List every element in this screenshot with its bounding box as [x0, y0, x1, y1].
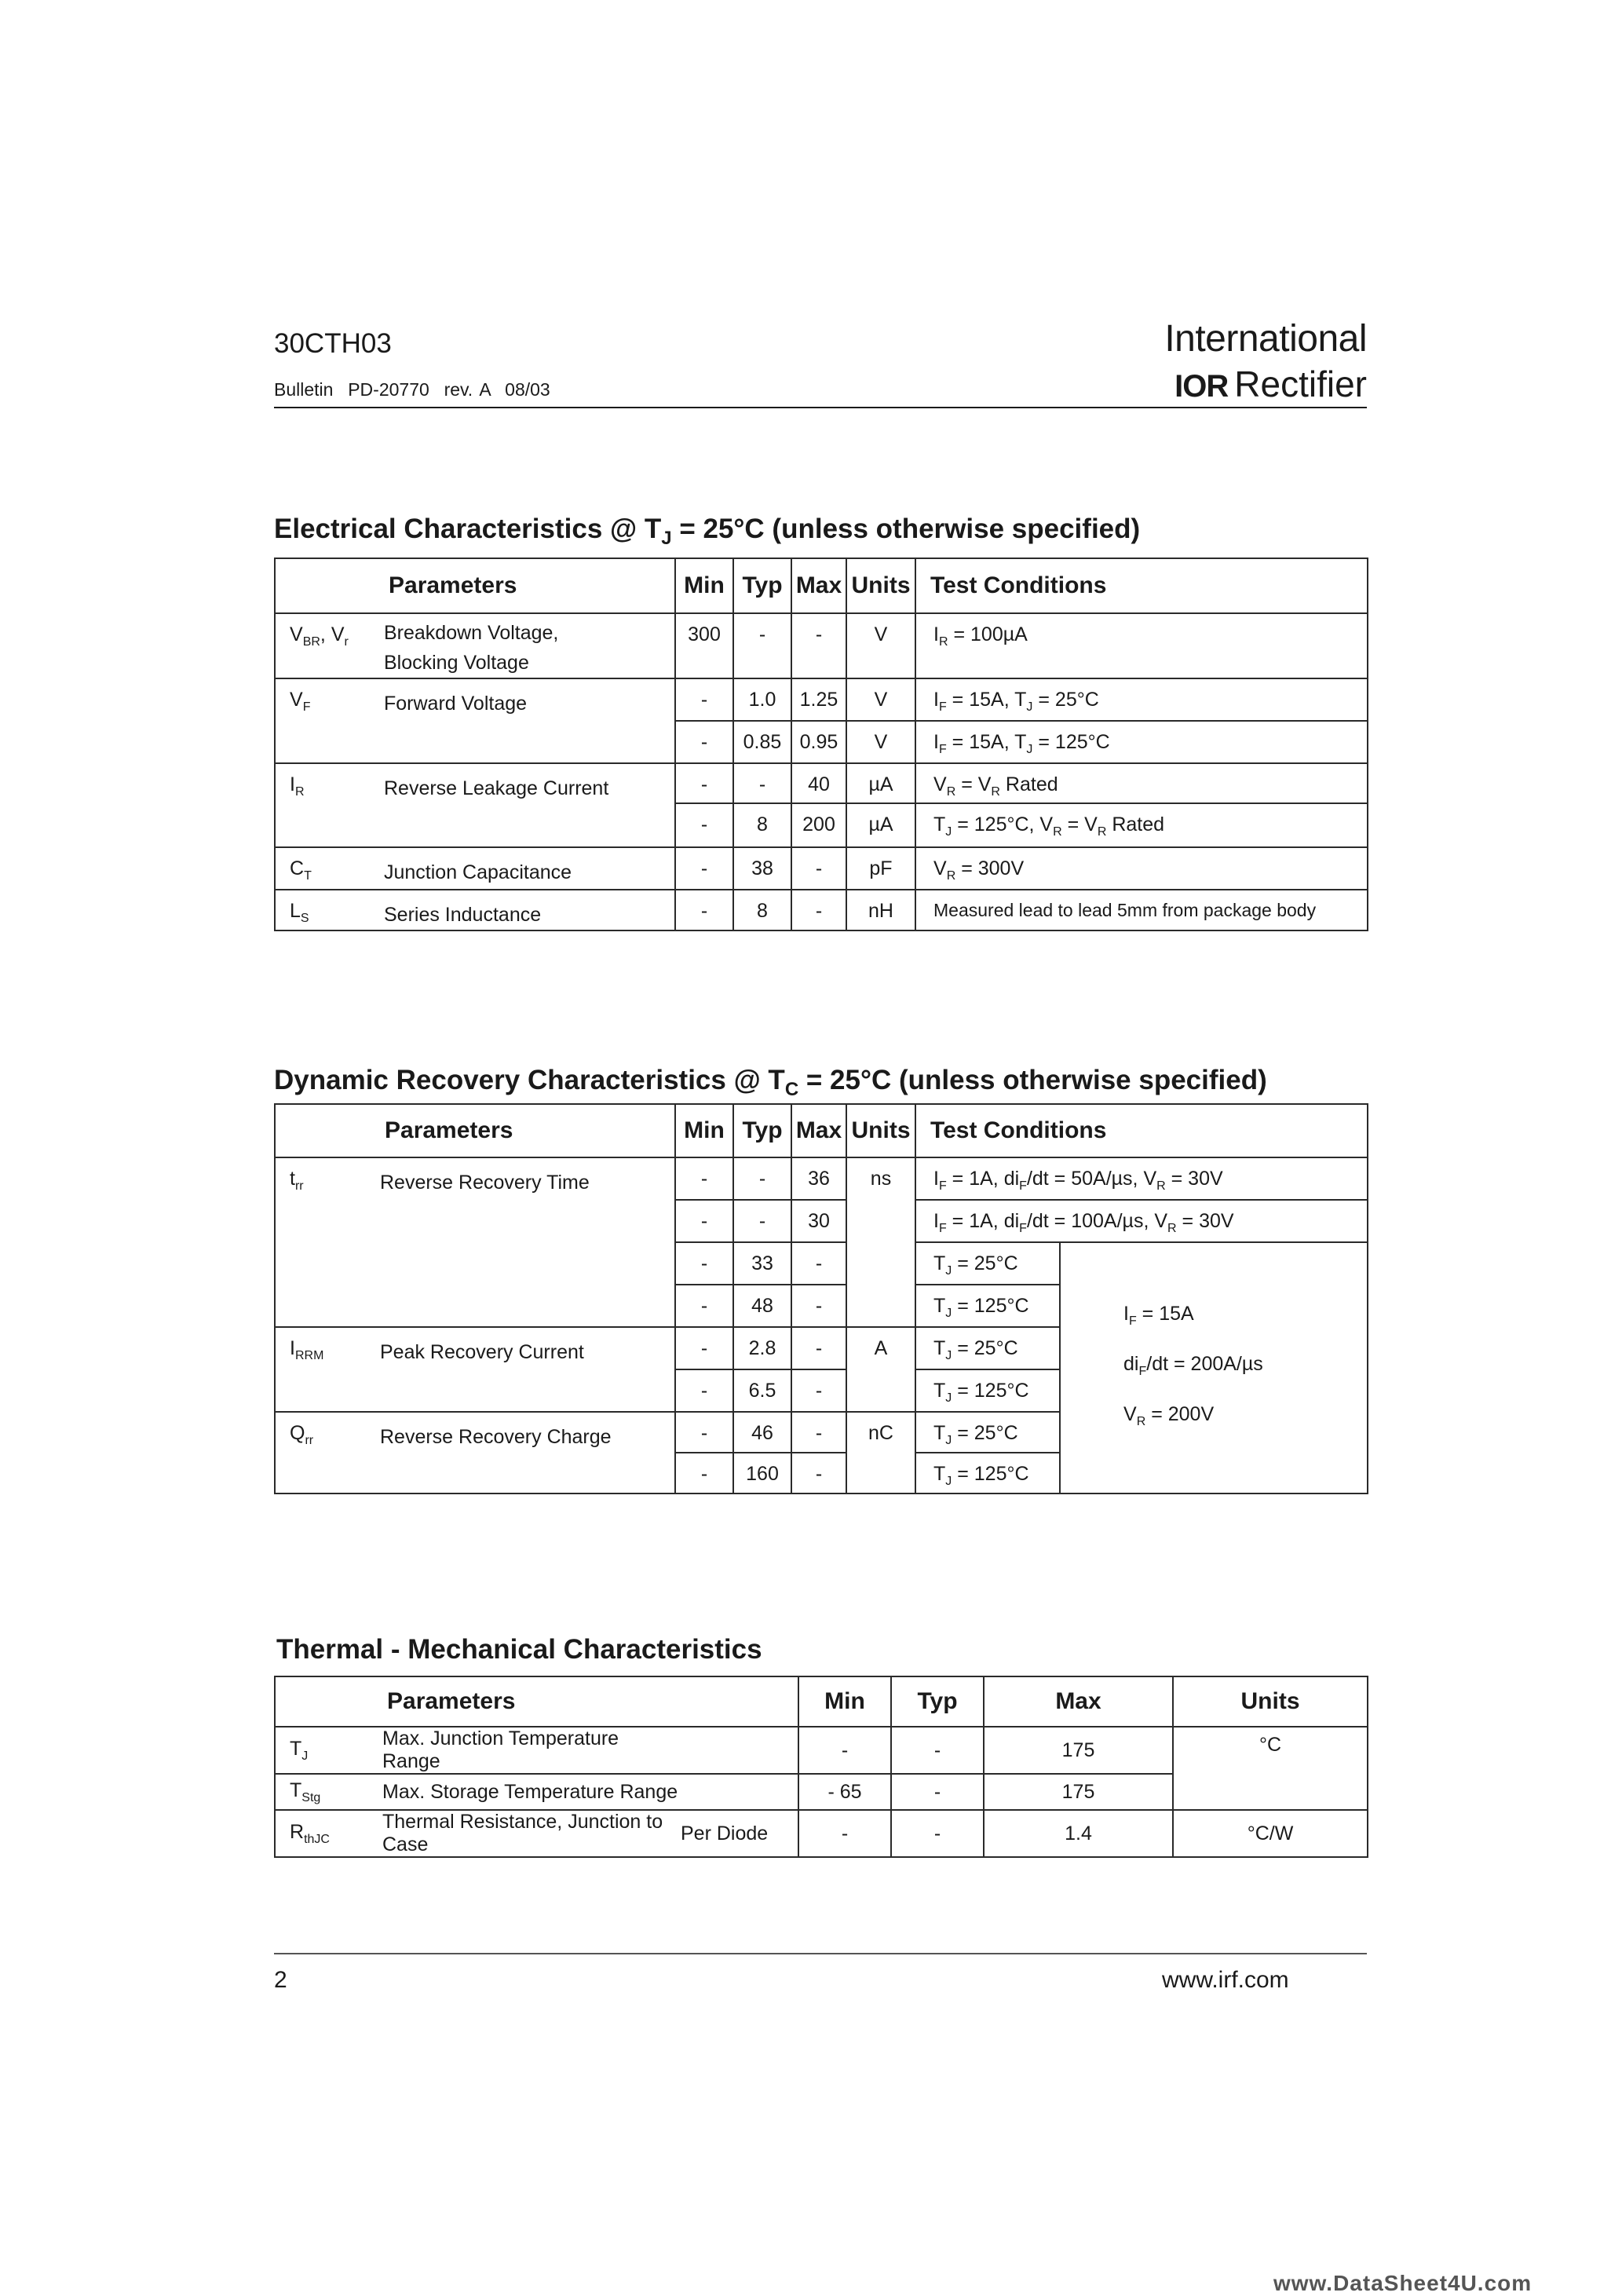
col-parameters: Parameters [374, 558, 675, 613]
table-header-row [275, 1104, 1368, 1157]
table-row: - 33 - $T_J = 25^\circ C$ $I_F = 15A$ $di_F/dt = 200A/\mu s$ $V_R = 200V$ [275, 1242, 1368, 1285]
col-test-conditions: Test Conditions [915, 1104, 1368, 1157]
electrical-table [274, 558, 1368, 931]
col-max: Max [984, 1676, 1173, 1727]
dynamic-table [274, 1103, 1368, 1494]
table-row: $I_{RRM}$ Peak Recovery Current - 2.8 - A $T_J = 25^\circ C$ [275, 1327, 1368, 1369]
thermal-title: Thermal - Mechanical Characteristics [276, 1634, 762, 1665]
col-parameters: Parameters [373, 1676, 681, 1727]
table-row: - 8 200 µA $T_J = 125^\circ C$, $V_R = V_R$ Rated [275, 803, 1368, 847]
table-row: $Q_{rr}$ Reverse Recovery Charge - 46 - nC $T_J = 25^\circ C$ [275, 1412, 1368, 1453]
table-header-row [275, 1676, 1368, 1727]
table-row: - 160 - $T_J = 125^\circ C$ [275, 1453, 1368, 1493]
common-test-conditions: $I_F = 15A$ $di_F/dt = 200A/\mu s$ $V_R = 200V$ [1060, 1242, 1368, 1493]
col-units: Units [846, 1104, 915, 1157]
table-row: $T_{Stg}$ Max. Storage Temperature Range - 65 - 175 [275, 1774, 1368, 1810]
col-units: Units [1173, 1676, 1368, 1727]
col-min: Min [675, 558, 733, 613]
col-parameters: Parameters [371, 1104, 675, 1157]
col-typ: Typ [891, 1676, 984, 1727]
table-row: - 0.85 0.95 V $I_F = 15A$, $T_J = 125^\circ C$ [275, 721, 1368, 763]
col-typ: Typ [733, 558, 791, 613]
col-max: Max [791, 558, 846, 613]
table-row: $L_S$ Series Inductance - 8 - nH Measured lead to lead 5mm from package body [275, 890, 1368, 930]
table-row: $V_F$ Forward Voltage - 1.0 1.25 V $I_F = 15A$, $T_J = 25^\circ C$ [275, 678, 1368, 721]
col-min: Min [798, 1676, 891, 1727]
part-number: 30CTH03 [274, 328, 392, 359]
table-row: - 6.5 - $T_J = 125^\circ C$ [275, 1369, 1368, 1412]
footer-rule [274, 1953, 1367, 1954]
table-row: $t_{rr}$ Reverse Recovery Time - - 36 ns $I_F = 1A$, $di_F/dt = 50A/\mu s$, $V_R = 30V$ [275, 1157, 1368, 1200]
col-typ: Typ [733, 1104, 791, 1157]
electrical-title: Electrical Characteristics @ $T_J = 25^\circ C$ (unless otherwise specified) [274, 514, 1141, 549]
website-link[interactable]: www.irf.com [1162, 1967, 1289, 1993]
col-min: Min [675, 1104, 733, 1157]
table-row: - 48 - $T_J = 125^\circ C$ [275, 1285, 1368, 1327]
brand-logo-line [1174, 363, 1367, 405]
ior-logo: IOR [1174, 369, 1229, 404]
brand-rectifier: Rectifier [1234, 364, 1367, 404]
col-test-conditions: Test Conditions [915, 558, 1368, 613]
dynamic-title: Dynamic Recovery Characteristics @ $T_C = 25^\circ C$ (unless otherwise specified) [274, 1065, 1267, 1100]
table-row: $V_{BR}$, $V_r$ Breakdown Voltage, Blocking Voltage 300 - - V $I_R = 100\mu A$ [275, 613, 1368, 678]
table-header-row [275, 558, 1368, 613]
col-units: Units [846, 558, 915, 613]
col-max: Max [791, 1104, 846, 1157]
table-row: - - 30 $I_F = 1A$, $di_F/dt = 100A/\mu s$, $V_R = 30V$ [275, 1200, 1368, 1242]
table-row: $I_R$ Reverse Leakage Current - - 40 µA $V_R = V_R$ Rated [275, 763, 1368, 803]
table-row: $C_T$ Junction Capacitance - 38 - pF $V_R = 300V$ [275, 847, 1368, 890]
header-rule [274, 407, 1367, 408]
watermark: www.DataSheet4U.com [1273, 2271, 1532, 2295]
bulletin-info: Bulletin PD-20770 rev. A 08/03 [274, 379, 550, 400]
table-row: $T_J$ Max. Junction Temperature Range - - 175 °C [275, 1727, 1368, 1774]
thermal-table [274, 1676, 1368, 1858]
brand-international: International [1164, 318, 1367, 360]
page-number: 2 [274, 1967, 287, 1993]
table-row: $R_{thJC}$ Thermal Resistance, Junction to Case Per Diode - - 1.4 °C/W [275, 1810, 1368, 1857]
